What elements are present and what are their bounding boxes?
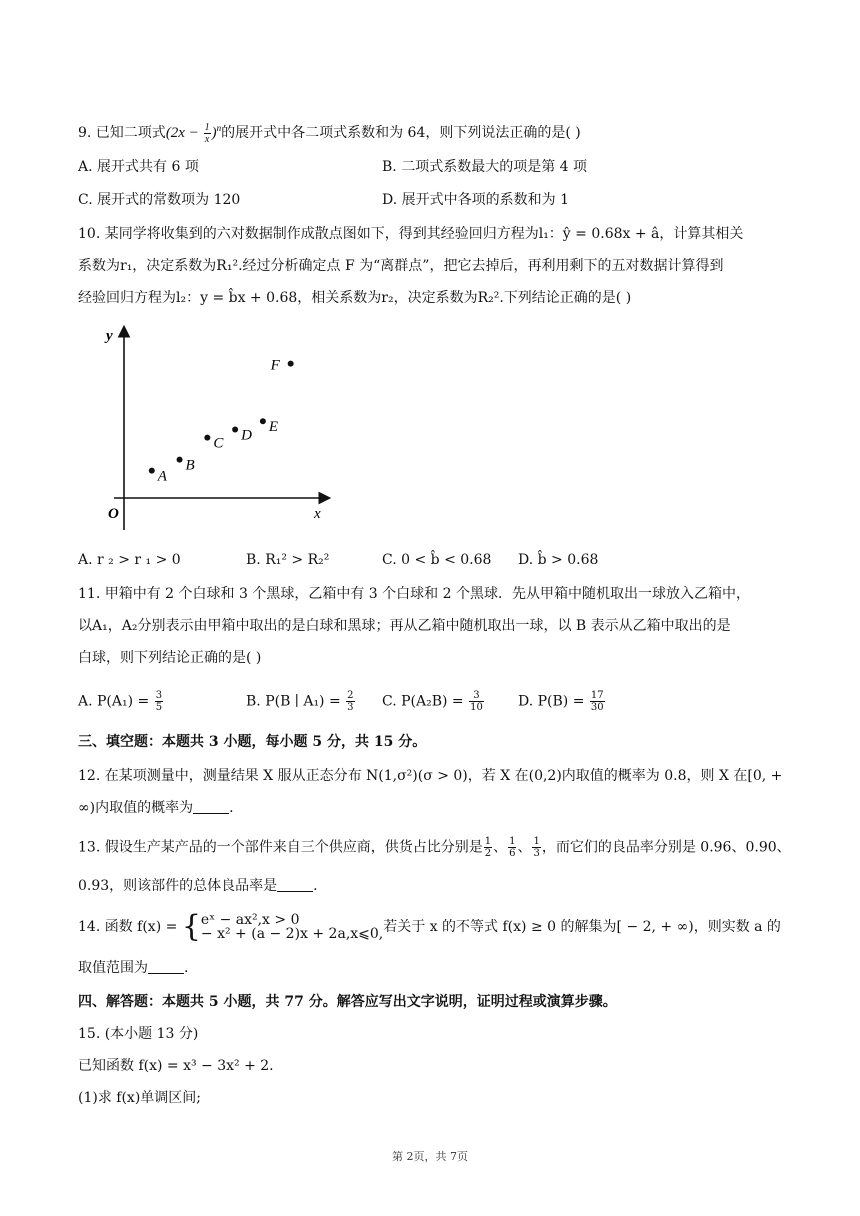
q13-line-1: 13. 假设生产某产品的一个部件来自三个供应商，供货占比分别是 $\frac{1}{2}$ 、 $\frac{1}{6}$ 、 $\frac{1}{3}$ ，而它们的良品率分别是 0.96、0.90、 <box>78 836 791 859</box>
piecewise-cases: eˣ − ax²,x > 0 − x² + (a − 2)x + 2a,x⩽0, <box>200 912 384 942</box>
q10-line-2: 系数为r₁，决定系数为R₁².经过分析确定点 F 为“离群点”，把它去掉后，再利用剩下的五对数据计算得到 <box>78 258 724 274</box>
q9-stem <box>78 118 782 145</box>
scatter-point-b <box>177 457 183 463</box>
scatter-label-a: A <box>157 468 167 485</box>
q9-option-c: C. 展开式的常数项为 120 <box>78 192 241 208</box>
scatter-label-e: E <box>268 419 279 436</box>
section-4-heading: 四、解答题：本题共 5 小题，共 77 分。解答应写出文字说明，证明过程或演算步骤。 <box>78 994 617 1010</box>
scatter-plot <box>100 318 340 538</box>
q11-line-2: 以A₁，A₂分别表示由甲箱中取出的是白球和黑球；再从乙箱中随机取出一球，以 B 表示从乙箱中取出的是 <box>78 618 731 634</box>
q15-line-1: 已知函数 f(x) = x³ − 3x² + 2. <box>78 1058 274 1074</box>
q11-option-c: C. P(A₂B) = $\frac{3}{10}$ <box>382 690 483 713</box>
q14-line-2: 取值范围为 . <box>78 960 189 976</box>
page-footer: 第 2页，共 7页 <box>392 1150 468 1163</box>
q11-option-a: A. P(A₁) = $\frac{3}{5}$ <box>78 690 163 713</box>
section-3-heading: 三、填空题：本题共 3 小题，每小题 5 分，共 15 分。 <box>78 734 427 750</box>
q13-line-2: 0.93，则该部件的总体良品率是 . <box>78 878 318 894</box>
q9-suffix: 的展开式中各二项式系数和为 64，则下列说法正确的是( ) <box>221 125 581 141</box>
piecewise-brace: { <box>181 909 201 944</box>
q10-line-3: 经验回归方程为l₂：y = b̂x + 0.68，相关系数为r₂，决定系数为R₂².下列结论正确的是( ) <box>78 290 632 306</box>
q9-option-a: A. 展开式共有 6 项 <box>78 159 199 175</box>
scatter-label-f: F <box>270 357 280 374</box>
q12-answer-blank <box>193 799 229 814</box>
q10-option-a: A. r ₂ > r ₁ > 0 <box>78 552 181 568</box>
scatter-point-d <box>232 426 238 432</box>
q11-line-1: 11. 甲箱中有 2 个白球和 3 个黑球，乙箱中有 3 个白球和 2 个黑球．先从甲箱中随机取出一球放入乙箱中， <box>78 586 750 602</box>
scatter-label-b: B <box>185 457 195 474</box>
origin-label: O <box>108 506 119 522</box>
scatter-label-d: D <box>241 427 252 444</box>
q10-option-b: B. R₁² > R₂² <box>246 552 330 568</box>
q9-option-b: B. 二项式系数最大的项是第 4 项 <box>382 159 587 175</box>
q11-option-d: D. P(B) = $\frac{17}{30}$ <box>518 690 604 713</box>
q11-line-3: 白球，则下列结论正确的是( ) <box>78 650 262 666</box>
scatter-point-a <box>149 468 155 474</box>
scatter-point-f <box>288 361 294 367</box>
q9-prefix: 9. 已知二项式 <box>78 125 166 141</box>
q9-binomial: (2x − $\frac{1}{x}$ )$^n$ <box>165 122 222 146</box>
scatter-label-c: C <box>213 435 224 452</box>
q10-option-d: D. b̂ > 0.68 <box>518 552 599 568</box>
q14-line-1: 14. 函数 f(x) = { eˣ − ax²,x > 0 − x² + (a − 2)x + 2a,x⩽0, 若关于 x 的不等式 f(x) ≥ 0 的解集为[ − 2, + ∞)，则实数 a 的 <box>78 909 781 944</box>
x-axis-label: x <box>314 506 321 522</box>
q9-option-d: D. 展开式中各项的系数和为 1 <box>382 192 569 208</box>
q14-answer-blank <box>148 959 184 974</box>
q12-line-1: 12. 在某项测量中，测量结果 X 服从正态分布 N(1,σ²)(σ > 0)，若 X 在(0,2)内取值的概率为 0.8，则 X 在[0, + <box>78 768 783 784</box>
q15-line-2: (1)求 f(x)单调区间; <box>78 1090 201 1106</box>
q15-title: 15. (本小题 13 分) <box>78 1026 199 1042</box>
q13-answer-blank <box>277 877 313 892</box>
q11-option-b: B. P(B ∣ A₁) = $\frac{2}{3}$ <box>246 690 354 713</box>
scatter-point-c <box>204 435 210 441</box>
q10-line-1: 10. 某同学将收集到的六对数据制作成散点图如下，得到其经验回归方程为l₁：ŷ = 0.68x + â，计算其相关 <box>78 226 744 242</box>
scatter-point-e <box>260 418 266 424</box>
q12-line-2: ∞)内取值的概率为 . <box>78 800 234 816</box>
y-axis-label: y <box>106 328 113 344</box>
q10-option-c: C. 0 < b̂ < 0.68 <box>382 552 492 568</box>
